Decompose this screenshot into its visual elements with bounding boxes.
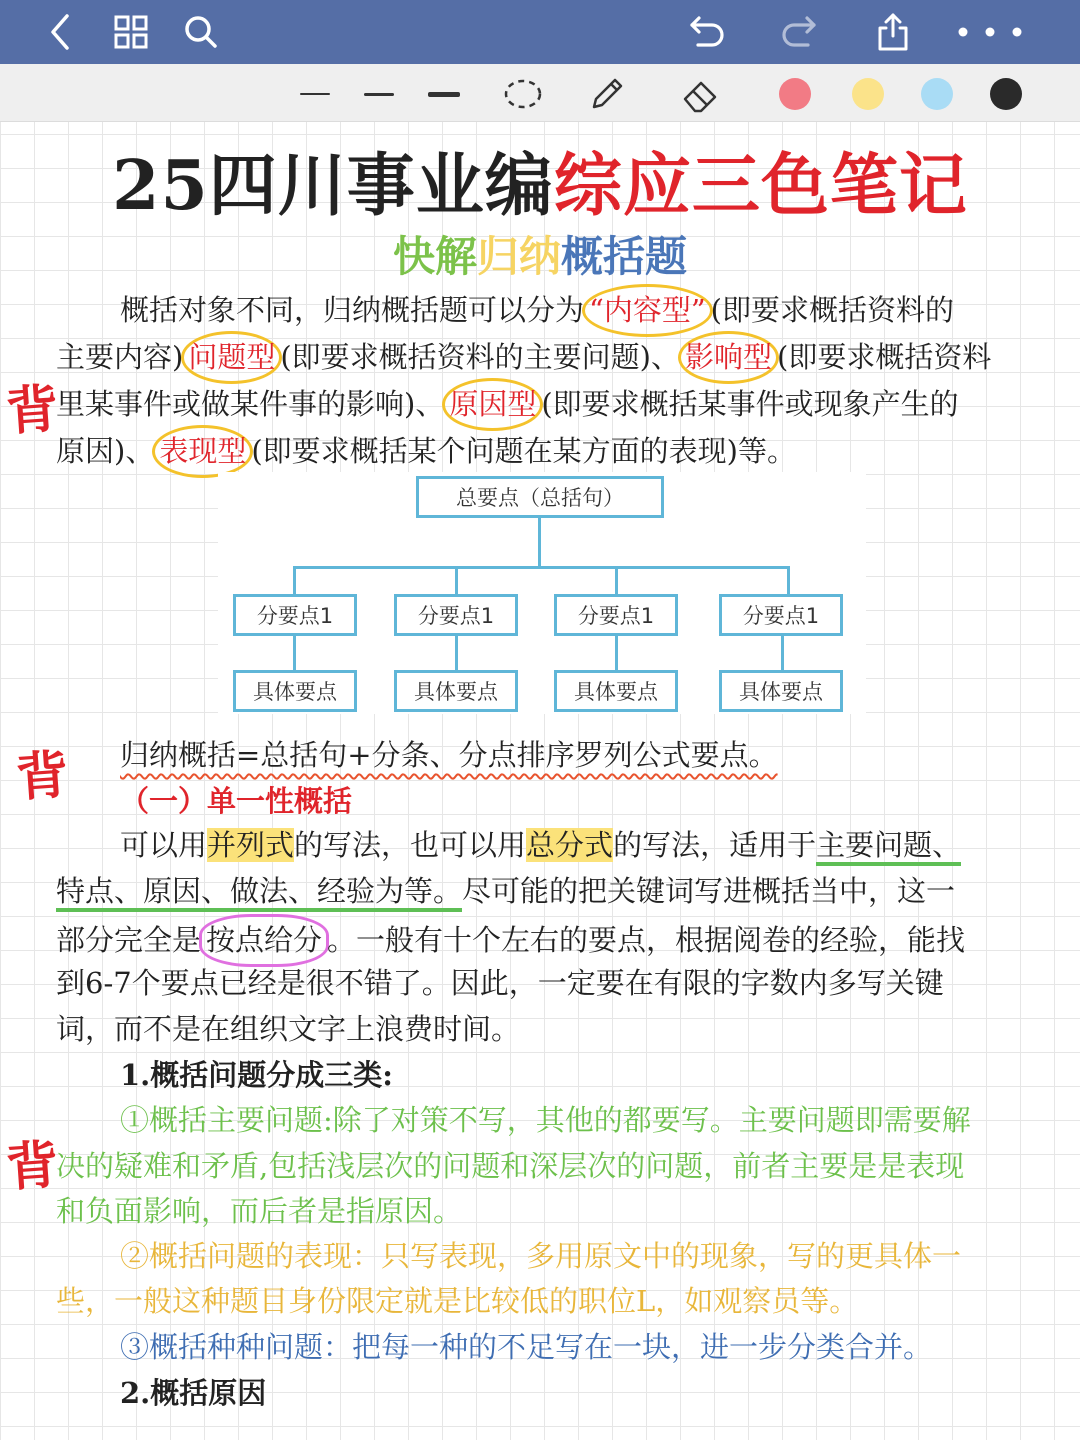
yellow-note-line-2: 些，一般这种题目身份限定就是比较低的职位L，如观察员等。 <box>56 1284 859 1318</box>
diagram-detail-box: 具体要点 <box>719 670 843 712</box>
intro-line-4: 原因)、 表现型 (即要求概括某个问题在某方面的表现)等。 <box>56 425 1031 478</box>
memorize-mark: 背 <box>14 745 71 809</box>
note-canvas[interactable] <box>0 122 1080 1440</box>
app-top-bar <box>0 0 1080 64</box>
intro-line-3: 里某事件或做某件事的影响)、 原因型 (即要求概括某事件或现象产生的 <box>56 378 1031 431</box>
back-icon[interactable] <box>40 12 80 52</box>
medium-line-tool[interactable] <box>362 74 396 114</box>
lasso-icon[interactable] <box>502 74 544 114</box>
diagram-detail-box: 具体要点 <box>554 670 678 712</box>
page-title: 25四川事业编综应三色笔记 <box>112 146 968 226</box>
pen-toolbar <box>0 64 1080 122</box>
diagram-detail-box: 具体要点 <box>394 670 518 712</box>
green-note-line-1: ①概括主要问题:除了对策不写，其他的都要写。主要问题即需要解 <box>120 1103 971 1137</box>
subheading-causes: 2.概括原因 <box>120 1376 267 1410</box>
para-line-2: 特点、原因、做法、经验为等。尽可能的把关键词写进概括当中，这一 <box>56 868 1031 915</box>
eraser-icon[interactable] <box>680 74 722 114</box>
diagram-sub-point-box: 分要点1 <box>719 594 843 636</box>
memorize-mark: 背 <box>4 379 61 443</box>
para-line-5: 词，而不是在组织文字上浪费时间。 <box>56 1012 521 1046</box>
grid-view-icon[interactable] <box>110 12 152 52</box>
undo-icon[interactable] <box>686 12 728 52</box>
blue-note-line: ③概括种种问题：把每一种的不足写在一块，进一步分类合并。 <box>120 1330 933 1364</box>
diagram-main-point-box: 总要点（总括句） <box>416 476 664 518</box>
yellow-note-line-1: ②概括问题的表现：只写表现，多用原文中的现象，写的更具体一 <box>120 1239 962 1273</box>
green-note-line-2: 决的疑难和矛盾,包括浅层次的问题和深层次的问题，前者主要是是表现 <box>56 1149 965 1183</box>
para-line-1: 可以用并列式的写法，也可以用总分式的写法，适用于主要问题、 <box>56 822 1031 869</box>
para-line-4: 到6-7个要点已经是很不错了。因此，一定要在有限的字数内多写关键 <box>56 966 944 1000</box>
color-yellow-swatch[interactable] <box>850 74 886 114</box>
green-note-line-3: 和负面影响，而后者是指原因。 <box>56 1194 463 1228</box>
intro-line-1: 概括对象不同，归纳概括题可以分为 “内容型” (即要求概括资料的 <box>56 284 1031 337</box>
pencil-icon[interactable] <box>586 74 628 114</box>
color-black-swatch[interactable] <box>988 74 1024 114</box>
para-line-3: 部分完全是 按点给分 。一般有十个左右的要点，根据阅卷的经验，能找 <box>56 914 1031 967</box>
page-subtitle: 快解归纳概括题 <box>392 232 688 281</box>
thick-line-tool[interactable] <box>426 74 462 114</box>
summary-structure-diagram <box>218 472 866 714</box>
more-icon[interactable] <box>950 12 1030 52</box>
section-heading-single: （一）单一性概括 <box>120 784 353 818</box>
formula-line: 归纳概括=总括句+分条、分点排序罗列公式要点。 <box>120 738 778 772</box>
color-blue-swatch[interactable] <box>919 74 955 114</box>
intro-line-2: 主要内容) 问题型 (即要求概括资料的主要问题)、 影响型 (即要求概括资料 <box>56 331 1031 384</box>
color-red-swatch[interactable] <box>777 74 813 114</box>
diagram-sub-point-box: 分要点1 <box>233 594 357 636</box>
memorize-mark: 背 <box>4 1135 61 1199</box>
diagram-detail-box: 具体要点 <box>233 670 357 712</box>
share-icon[interactable] <box>872 12 914 52</box>
redo-icon[interactable] <box>778 12 820 52</box>
thin-line-tool[interactable] <box>298 74 332 114</box>
diagram-sub-point-box: 分要点1 <box>554 594 678 636</box>
diagram-sub-point-box: 分要点1 <box>394 594 518 636</box>
search-icon[interactable] <box>180 12 222 52</box>
subheading-three-types: 1.概括问题分成三类: <box>120 1058 393 1092</box>
